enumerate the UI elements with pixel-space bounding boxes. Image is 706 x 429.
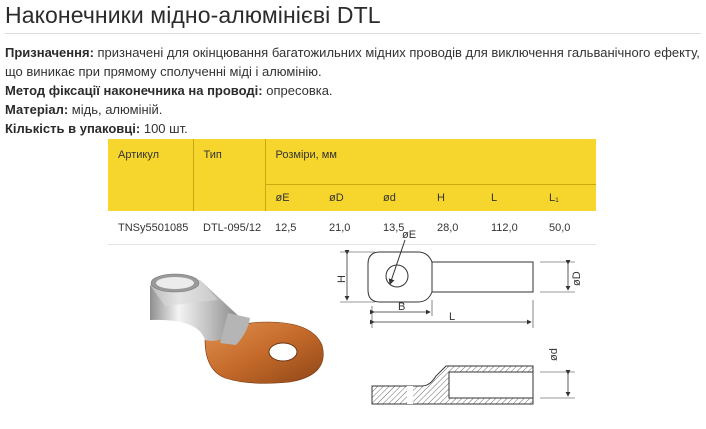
label-h: H (336, 275, 348, 283)
cell-l1: 50,0 (539, 211, 596, 245)
header-dim-d-inner: ød (373, 185, 427, 212)
label-e: øE (402, 229, 417, 241)
header-dim-l: L (481, 185, 539, 212)
header-dim-l1: L₁ (539, 185, 596, 212)
cell-l: 112,0 (481, 211, 539, 245)
lug-side-section (372, 366, 575, 404)
cell-e: 12,5 (265, 211, 319, 245)
label-l: L (449, 311, 456, 323)
header-article: Артикул (108, 139, 193, 211)
quantity-label: Кількість в упаковці: (5, 121, 141, 136)
label-d-outer: øD (571, 271, 583, 286)
material-text: мідь, алюміній. (68, 102, 163, 117)
cell-d-outer: 21,0 (319, 211, 373, 245)
header-dim-d-outer: øD (319, 185, 373, 212)
purpose-label: Призначення: (5, 45, 94, 60)
page-title: Наконечники мідно-алюмінієві DTL (5, 2, 381, 28)
header-dimensions: Розміри, мм (265, 139, 596, 185)
quantity-text: 100 шт. (140, 121, 188, 136)
method-text: опресовка. (262, 83, 333, 98)
label-b: B (398, 301, 406, 313)
material-label: Матеріал: (5, 102, 69, 117)
cell-type: DTL-095/12 (193, 211, 265, 245)
label-d-inner: ød (548, 348, 560, 361)
header-type: Тип (193, 139, 265, 211)
header-dim-h: H (427, 185, 481, 212)
lug-top-view (340, 240, 575, 328)
header-dim-e: øE (265, 185, 319, 212)
cell-h: 28,0 (427, 211, 481, 245)
method-label: Метод фіксації наконечника на проводі: (5, 83, 263, 98)
cell-article: TNSy5501085 (108, 211, 193, 245)
purpose-text: призначені для окінцювання багатожильних мідних проводів для виключення гальванічного ефекту, що виникає при прямому сполученні міді і алюмінію. (5, 45, 700, 79)
cell-d-inner: 13,5 (373, 211, 427, 245)
cable-lug-photo (150, 274, 323, 383)
